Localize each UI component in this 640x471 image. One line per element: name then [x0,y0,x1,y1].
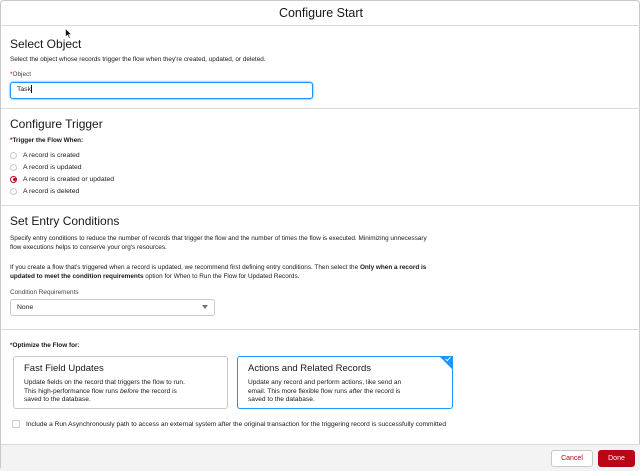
card-description-line: saved to the database. [248,396,315,403]
description-text: If you create a flow that's triggered when a record is updated, we recommend first defining entry conditions. Then select the [10,264,360,271]
card-description-line: Update any record and perform actions, like send an [248,379,402,386]
card-emphasis: before [120,387,139,395]
select-value: None [17,304,34,311]
radio-label: A record is updated [23,163,82,171]
card-description [248,379,401,405]
select-object-description: Select the object whose records trigger the flow when they're created, updated, or deleted. [10,56,266,63]
optimize-label-text: Optimize the Flow for: [12,342,80,349]
radio-button-selected[interactable] [10,176,17,183]
text-caret [31,85,32,93]
card-text: email. This more flexible flow runs [248,387,350,395]
trigger-label [10,137,83,144]
entry-conditions-description-line3 [10,263,426,272]
done-button[interactable]: Done [598,450,635,467]
radio-button[interactable] [10,152,17,159]
description-bold-text: Only when a record is [359,264,427,271]
card-title: Actions and Related Records [248,363,372,374]
optimize-label [10,342,80,349]
configure-trigger-heading: Configure Trigger [10,117,103,131]
entry-conditions-heading: Set Entry Conditions [10,214,120,228]
check-icon [445,356,451,362]
object-input-value: Task [17,86,31,93]
card-text: the record is [138,387,177,395]
card-description-line [24,388,185,397]
modal-title: Configure Start [278,6,364,20]
modal-footer [1,444,640,471]
required-marker: * [10,71,13,78]
required-marker: * [10,342,13,349]
section-divider [1,205,640,206]
condition-requirements-label: Condition Requirements [10,289,79,296]
card-text: This high-performance flow runs [24,387,121,395]
object-field-label [10,71,31,78]
condition-requirements-select[interactable] [10,299,215,316]
radio-record-updated[interactable] [10,162,82,172]
card-actions-and-related-records[interactable] [237,356,453,409]
required-marker: * [10,137,13,144]
entry-conditions-description-line2: flow executions helps to conserve your org's resources. [10,244,167,251]
cancel-button[interactable]: Cancel [551,450,593,467]
card-emphasis: after [349,387,363,395]
object-label-text: Object [12,71,31,78]
description-text: option for When to Run the Flow for Updated Records. [143,273,300,280]
card-description [24,379,185,405]
entry-conditions-description-line1: Specify entry conditions to reduce the number of records that trigger the flow and the number of times the flow is executed. Minimizing unnecessary [10,235,427,242]
radio-label: A record is created or updated [23,175,115,183]
card-description-line [248,388,401,397]
radio-record-deleted[interactable] [10,186,79,196]
card-text: the record is [362,387,401,395]
object-input[interactable] [10,82,313,99]
run-async-checkbox[interactable] [12,420,20,428]
run-async-label: Include a Run Asynchronously path to access an external system after the original transaction for the triggering record is successfully committed [26,421,447,428]
entry-conditions-description-line4 [10,272,299,281]
chevron-down-icon [202,305,208,309]
card-description-line: saved to the database. [24,396,91,403]
select-object-heading: Select Object [10,37,82,51]
modal-header [1,1,640,26]
trigger-label-text: Trigger the Flow When: [12,137,84,144]
card-fast-field-updates[interactable] [13,356,228,409]
radio-label: A record is created [23,151,80,159]
radio-label: A record is deleted [23,187,80,195]
section-divider [1,108,640,109]
card-description-line: Update fields on the record that triggers the flow to run. [24,379,185,386]
radio-button[interactable] [10,164,17,171]
card-title: Fast Field Updates [24,363,104,374]
radio-record-created[interactable] [10,150,80,160]
section-divider [1,329,640,330]
description-bold-text: updated to meet the condition requirements [10,273,144,280]
radio-record-created-or-updated[interactable] [10,174,114,184]
radio-button[interactable] [10,188,17,195]
